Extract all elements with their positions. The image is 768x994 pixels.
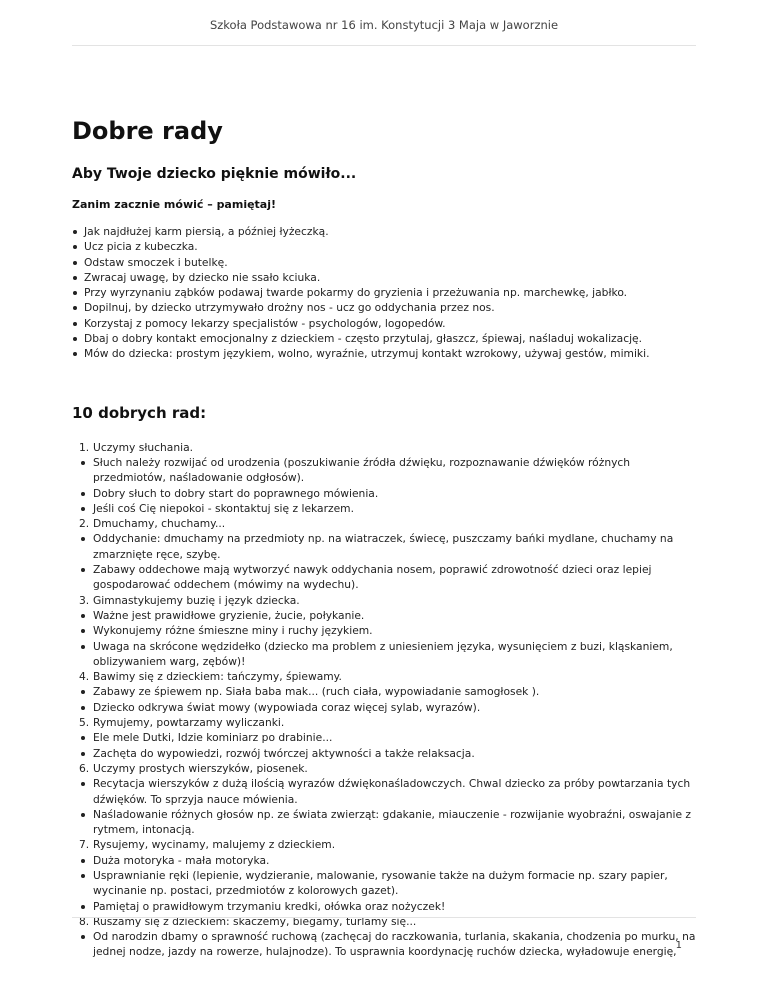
- tip-entry: [72, 516, 696, 592]
- tip-point-text: Naśladowanie różnych głosów np. ze świata zwierząt: gdakanie, miauczenie - rozwijanie wyobraźni, oswajanie z rytmem, intonacją.: [93, 807, 692, 837]
- tip-point: [80, 623, 696, 638]
- document-subtitle: Aby Twoje dziecko pięknie mówiło...: [72, 166, 357, 182]
- tip-entry: [72, 593, 696, 669]
- tip-point-text: Dziecko odkrywa świat mowy (wypowiada coraz więcej sylab, wyrazów).: [93, 700, 481, 714]
- tip-entry: [72, 715, 696, 761]
- tip-number: 1.: [79, 440, 90, 454]
- tip-point-text: Recytacja wierszyków z dużą ilością wyrazów dźwiękonaśladowczych. Chwal dziecko za próby powtarzania tych dźwięków. To sprzyja nauce mówienia.: [93, 777, 691, 806]
- tip-point: [80, 807, 696, 838]
- tip-item: Mów do dziecka: prostym językiem, wolno, wyraźnie, utrzymuj kontakt wzrokowy, używaj gestów, mimiki.: [72, 346, 696, 361]
- tip-point-text: Oddychanie: dmuchamy na przedmioty np. na wiatraczek, świecę, puszczamy bańki mydlane, chuchamy na zmarznięte ręce, szybę.: [93, 532, 674, 561]
- tip-point-text: Zachęta do wypowiedzi, rozwój twórczej aktywności a także relaksacja.: [93, 746, 475, 760]
- footer-divider: [72, 917, 696, 918]
- tip-item: Jak najdłużej karm piersią, a później łyżeczką.: [72, 224, 696, 239]
- tip-points: [93, 929, 696, 960]
- running-header: Szkoła Podstawowa nr 16 im. Konstytucji 3 Maja w Jaworznie: [209, 18, 559, 32]
- tip-point-text: Dobry słuch to dobry start do poprawnego mówienia.: [93, 486, 379, 500]
- tip-item: Odstaw smoczek i butelkę.: [72, 255, 696, 270]
- tip-entry: [72, 440, 696, 516]
- tip-points: [93, 776, 696, 837]
- tip-point: [80, 486, 696, 501]
- tip-point-text: Jeśli coś Cię niepokoi - skontaktuj się z lekarzem.: [93, 501, 354, 515]
- tip-point-text: Uwaga na skrócone wędzidełko (dziecko ma problem z uniesieniem języka, wysunięciem z buzi, kląskaniem, oblizywaniem warg, zębów)!: [93, 639, 673, 668]
- tip-entry: [72, 837, 696, 913]
- tip-point: [80, 562, 696, 593]
- tip-point: [80, 608, 696, 623]
- tip-point: [80, 853, 696, 868]
- tip-item: Zwracaj uwagę, by dziecko nie ssało kciuka.: [72, 270, 696, 285]
- tip-point-text: Od narodzin dbamy o sprawność ruchową (zachęcaj do raczkowania, turlania, skakania, chodzenia po murku, na jednej nodze, jazdy na rowerze, hulajnodze). To usprawnia koordynację ruchów dziecka, wyładowuje energię,: [93, 930, 696, 959]
- tip-point: [80, 929, 696, 960]
- tips-list: [72, 224, 696, 362]
- document-body: [72, 116, 696, 960]
- tip-point: [80, 746, 696, 761]
- tip-title: Ruszamy się z dzieckiem: skaczemy, biegamy, turlamy się...: [93, 914, 417, 928]
- tip-item: Korzystaj z pomocy lekarzy specjalistów - psychologów, logopedów.: [72, 316, 696, 331]
- tip-point: [80, 730, 696, 745]
- tip-title: Uczymy słuchania.: [93, 440, 194, 454]
- header-divider: [72, 45, 696, 46]
- tip-number: 3.: [79, 593, 90, 607]
- tip-point-text: Słuch należy rozwijać od urodzenia (poszukiwanie źródła dźwięku, rozpoznawanie dźwięków różnych przedmiotów, naśladowanie odgłosów).: [93, 455, 631, 485]
- tip-point: [80, 639, 696, 670]
- section-heading-before-speaking: Zanim zacznie mówić – pamiętaj!: [72, 198, 277, 211]
- tip-points: [93, 730, 696, 761]
- tip-point: [80, 501, 696, 516]
- tip-title: Gimnastykujemy buzię i język dziecka.: [93, 593, 300, 607]
- tip-point: [80, 684, 696, 699]
- tip-points: [93, 684, 696, 715]
- tip-points: [93, 455, 696, 516]
- tip-title: Rysujemy, wycinamy, malujemy z dzieckiem.: [93, 838, 336, 852]
- tip-points: [93, 531, 696, 592]
- tip-point-text: Ele mele Dutki, Idzie kominiarz po drabinie...: [93, 731, 333, 745]
- tip-item: Ucz picia z kubeczka.: [72, 239, 696, 254]
- tip-entry: [72, 669, 696, 715]
- tip-point: [80, 868, 696, 899]
- tip-points: [93, 608, 696, 669]
- tip-point: [80, 531, 696, 562]
- tip-item: Dopilnuj, by dziecko utrzymywało drożny nos - ucz go oddychania przez nos.: [72, 300, 696, 315]
- tip-point: [80, 899, 696, 914]
- tip-title: Rymujemy, powtarzamy wyliczanki.: [93, 716, 285, 730]
- tip-number: 6.: [79, 761, 90, 775]
- page-title: Dobre rady: [72, 117, 223, 145]
- section-heading-10-tips: 10 dobrych rad:: [72, 403, 207, 422]
- tip-title: Uczymy prostych wierszyków, piosenek.: [93, 761, 308, 775]
- tip-number: 8.: [79, 914, 90, 928]
- tip-item: Przy wyrzynaniu ząbków podawaj twarde pokarmy do gryzienia i przeżuwania np. marchewkę, jabłko.: [72, 285, 696, 300]
- tip-point-text: Zabawy oddechowe mają wytworzyć nawyk oddychania nosem, poprawić zdrowotność dzieci oraz lepiej gospodarować oddechem (mówimy na wydechu).: [93, 563, 652, 592]
- tip-point-text: Ważne jest prawidłowe gryzienie, żucie, połykanie.: [93, 608, 365, 622]
- tip-number: 5.: [79, 716, 90, 730]
- ten-tips-list: [72, 440, 696, 960]
- tip-entry: [72, 914, 696, 960]
- tip-point: [80, 455, 696, 486]
- tip-point-text: Duża motoryka - mała motoryka.: [93, 853, 270, 867]
- tip-entry: [72, 761, 696, 837]
- tip-point-text: Zabawy ze śpiewem np. Siała baba mak... (ruch ciała, wypowiadanie samogłosek ).: [93, 685, 540, 699]
- tip-title: Dmuchamy, chuchamy...: [93, 517, 226, 531]
- tip-point-text: Pamiętaj o prawidłowym trzymaniu kredki, ołówka oraz nożyczek!: [93, 899, 446, 913]
- tip-points: [93, 853, 696, 914]
- tip-number: 7.: [79, 838, 90, 852]
- tip-item: Dbaj o dobry kontakt emocjonalny z dzieckiem - często przytulaj, głaszcz, śpiewaj, naśladuj wokalizację.: [72, 331, 696, 346]
- tip-number: 2.: [79, 517, 90, 531]
- tip-point-text: Usprawnianie ręki (lepienie, wydzieranie, malowanie, rysowanie także na dużym formacie np. szary papier, wycinanie np. postaci, przedmiotów z kolorowych gazet).: [93, 868, 668, 898]
- tip-title: Bawimy się z dzieckiem: tańczymy, śpiewamy.: [93, 670, 342, 684]
- page-number: 1: [675, 940, 682, 951]
- tip-point-text: Wykonujemy różne śmieszne miny i ruchy językiem.: [93, 624, 373, 638]
- tip-point: [80, 776, 696, 807]
- tip-point: [80, 700, 696, 715]
- tip-number: 4.: [79, 670, 90, 684]
